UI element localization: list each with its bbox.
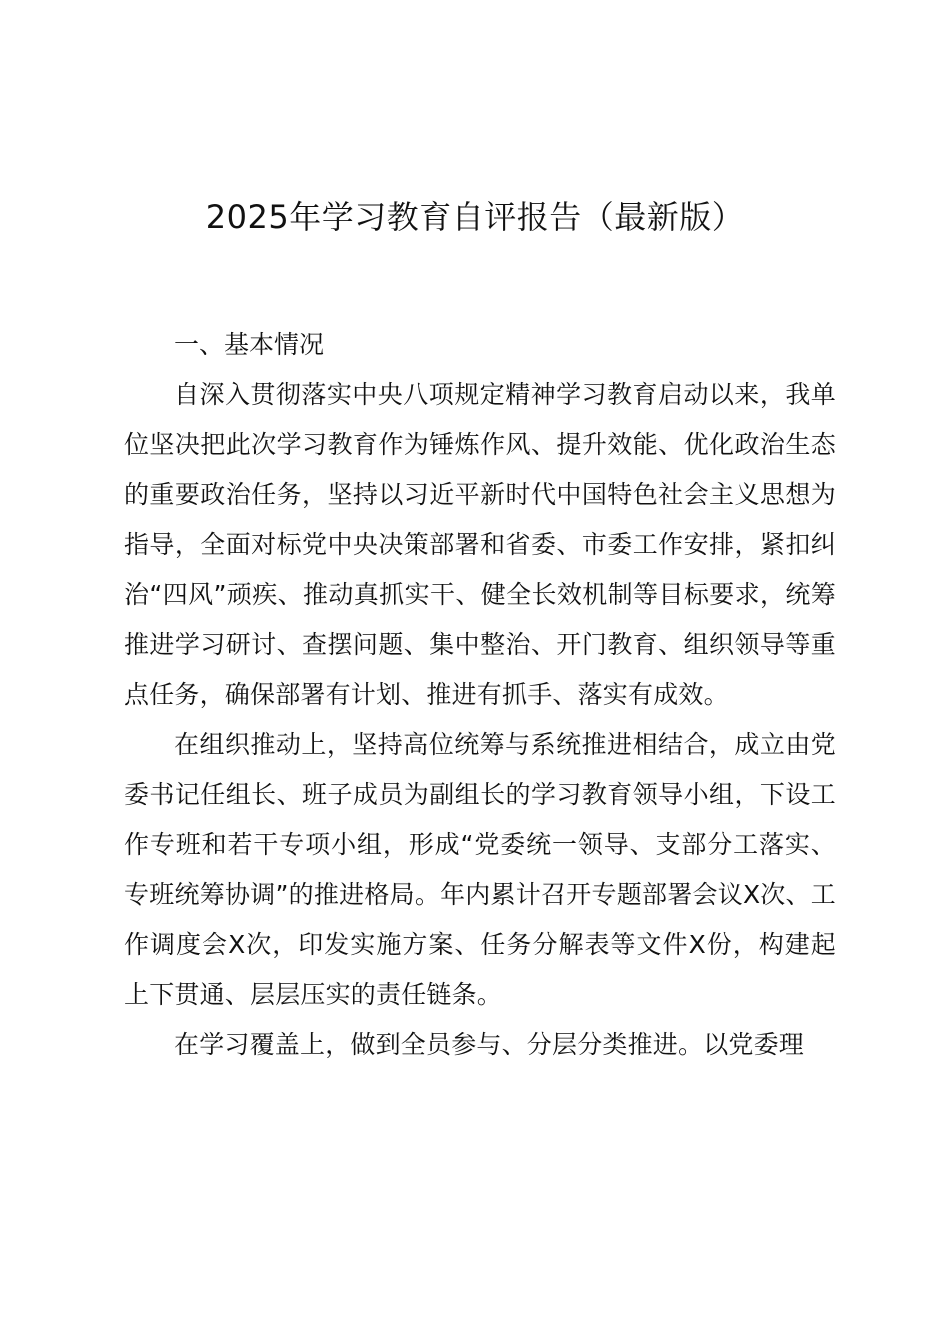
- document-title: 2025年学习教育自评报告（最新版）: [205, 198, 745, 236]
- document-body: [124, 320, 836, 1070]
- section-heading: 一、基本情况: [174, 330, 325, 359]
- paragraph-1: 自深入贯彻落实中央八项规定精神学习教育启动以来，我单位坚决把此次学习教育作为锤炼作风、提升效能、优化政治生态的重要政治任务，坚持以习近平新时代中国特色社会主义思想为指导，全面对标党中央决策部署和省委、市委工作安排，紧扣纠治“四风”顽疾、推动真抓实干、健全长效机制等目标要求，统筹推进学习研讨、查摆问题、集中整治、开门教育、组织领导等重点任务，确保部署有计划、推进有抓手、落实有成效。: [124, 380, 836, 709]
- paragraph-2: 在组织推动上，坚持高位统筹与系统推进相结合，成立由党委书记任组长、班子成员为副组长的学习教育领导小组，下设工作专班和若干专项小组，形成“党委统一领导、支部分工落实、专班统筹协调”的推进格局。年内累计召开专题部署会议X次、工作调度会X次，印发实施方案、任务分解表等文件X份，构建起上下贯通、层层压实的责任链条。: [124, 730, 836, 1009]
- paragraph-3: 在学习覆盖上，做到全员参与、分层分类推进。以党委理: [174, 1030, 805, 1059]
